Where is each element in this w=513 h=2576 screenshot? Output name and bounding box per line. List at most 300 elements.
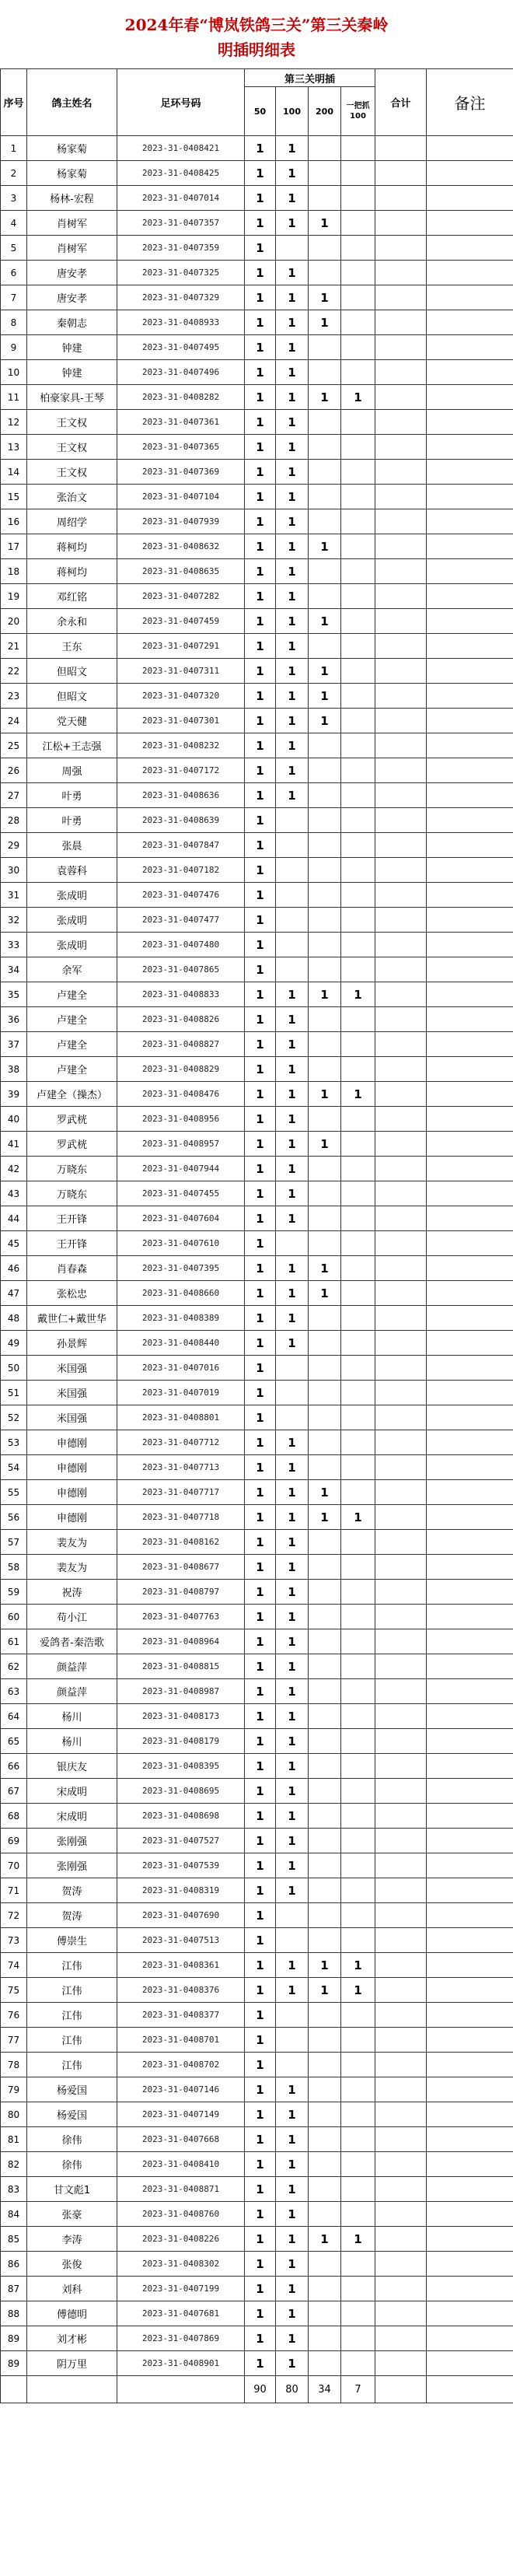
table-row <box>1 1132 513 1157</box>
row-total <box>375 957 427 982</box>
row-seq: 41 <box>1 1132 27 1157</box>
row-c200 <box>309 559 341 584</box>
row-grab100 <box>341 2127 375 2152</box>
row-seq: 37 <box>1 1032 27 1057</box>
row-c100: 1 <box>276 1530 309 1555</box>
totals-row <box>1 2376 513 2403</box>
row-c200 <box>309 1555 341 1580</box>
row-grab100 <box>341 1132 375 1157</box>
row-c200 <box>309 2053 341 2077</box>
row-grab100 <box>341 2028 375 2053</box>
row-ring: 2023-31-0407359 <box>117 236 245 261</box>
row-c50: 1 <box>245 1430 276 1455</box>
row-owner: 钟建 <box>27 335 117 360</box>
row-total <box>375 1007 427 1032</box>
row-owner: 蒋柯均 <box>27 559 117 584</box>
row-remark <box>427 1729 513 1754</box>
row-seq: 42 <box>1 1157 27 1181</box>
row-grab100 <box>341 1679 375 1704</box>
row-remark <box>427 2351 513 2376</box>
row-c100: 1 <box>276 609 309 634</box>
row-seq: 82 <box>1 2152 27 2177</box>
row-c100: 1 <box>276 1256 309 1281</box>
row-seq: 81 <box>1 2127 27 2152</box>
table-row <box>1 1256 513 1281</box>
row-total <box>375 1032 427 1057</box>
table-row <box>1 833 513 858</box>
row-owner: 苟小江 <box>27 1605 117 1629</box>
row-c100: 1 <box>276 1032 309 1057</box>
row-grab100 <box>341 1306 375 1331</box>
row-owner: 张成明 <box>27 883 117 908</box>
row-c200 <box>309 2177 341 2202</box>
row-seq: 7 <box>1 285 27 310</box>
row-remark <box>427 1878 513 1903</box>
row-seq: 11 <box>1 385 27 410</box>
row-ring: 2023-31-0407668 <box>117 2127 245 2152</box>
row-owner: 叶勇 <box>27 808 117 833</box>
row-total <box>375 1953 427 1978</box>
row-total <box>375 485 427 509</box>
row-owner: 卢建全（操杰） <box>27 1082 117 1107</box>
row-grab100: 1 <box>341 2227 375 2252</box>
row-ring: 2023-31-0408282 <box>117 385 245 410</box>
table-row <box>1 2053 513 2077</box>
table-row <box>1 2277 513 2301</box>
row-owner: 杨家菊 <box>27 136 117 161</box>
row-c200: 1 <box>309 1978 341 2003</box>
row-c50: 1 <box>245 783 276 808</box>
row-ring: 2023-31-0408698 <box>117 1804 245 1829</box>
table-row <box>1 1853 513 1878</box>
row-c100: 1 <box>276 1654 309 1679</box>
row-grab100 <box>341 211 375 236</box>
row-grab100 <box>341 833 375 858</box>
row-grab100 <box>341 957 375 982</box>
row-ring: 2023-31-0408425 <box>117 161 245 186</box>
row-owner: 孙景辉 <box>27 1331 117 1356</box>
row-remark <box>427 410 513 435</box>
totals-blank <box>117 2376 245 2403</box>
row-grab100 <box>341 1878 375 1903</box>
row-total <box>375 609 427 634</box>
row-remark <box>427 1281 513 1306</box>
row-owner: 袁蓉科 <box>27 858 117 883</box>
row-grab100 <box>341 360 375 385</box>
row-c100: 1 <box>276 559 309 584</box>
row-total <box>375 933 427 957</box>
row-c200: 1 <box>309 609 341 634</box>
row-grab100 <box>341 1107 375 1132</box>
row-c50: 1 <box>245 1206 276 1231</box>
row-grab100 <box>341 261 375 285</box>
row-c200 <box>309 509 341 534</box>
row-owner: 颜益萍 <box>27 1679 117 1704</box>
row-c100: 1 <box>276 2301 309 2326</box>
row-c100: 1 <box>276 733 309 758</box>
row-total <box>375 2252 427 2277</box>
header-c100: 100 <box>276 87 309 136</box>
row-c50: 1 <box>245 1480 276 1505</box>
row-total <box>375 808 427 833</box>
row-c200 <box>309 1007 341 1032</box>
row-ring: 2023-31-0408232 <box>117 733 245 758</box>
row-grab100: 1 <box>341 1953 375 1978</box>
row-c50: 1 <box>245 360 276 385</box>
row-c100 <box>276 2003 309 2028</box>
row-c50: 1 <box>245 1903 276 1928</box>
row-seq: 9 <box>1 335 27 360</box>
row-total <box>375 982 427 1007</box>
table-row <box>1 1430 513 1455</box>
row-owner: 申德刚 <box>27 1480 117 1505</box>
row-c200 <box>309 883 341 908</box>
table-row <box>1 957 513 982</box>
row-seq: 10 <box>1 360 27 385</box>
table-row <box>1 1206 513 1231</box>
row-total <box>375 534 427 559</box>
row-seq: 80 <box>1 2102 27 2127</box>
row-seq: 31 <box>1 883 27 908</box>
row-grab100 <box>341 1455 375 1480</box>
row-owner: 银庆友 <box>27 1754 117 1779</box>
row-total <box>375 310 427 335</box>
row-c100: 1 <box>276 758 309 783</box>
row-c200: 1 <box>309 982 341 1007</box>
row-c100 <box>276 1903 309 1928</box>
row-remark <box>427 2326 513 2351</box>
row-remark <box>427 1530 513 1555</box>
row-owner: 肖树军 <box>27 211 117 236</box>
row-c100 <box>276 933 309 957</box>
row-ring: 2023-31-0408632 <box>117 534 245 559</box>
table-row <box>1 1555 513 1580</box>
row-seq: 88 <box>1 2301 27 2326</box>
row-seq: 89 <box>1 2326 27 2351</box>
row-c50: 1 <box>245 460 276 485</box>
row-c50: 1 <box>245 1953 276 1978</box>
sheet-subtitle: 明插明细表 <box>218 40 295 59</box>
row-ring: 2023-31-0407847 <box>117 833 245 858</box>
row-c200 <box>309 2152 341 2177</box>
row-c200 <box>309 1704 341 1729</box>
row-c100: 1 <box>276 2277 309 2301</box>
row-total <box>375 261 427 285</box>
row-c50: 1 <box>245 1306 276 1331</box>
row-seq: 5 <box>1 236 27 261</box>
table-row <box>1 2152 513 2177</box>
row-c200 <box>309 1430 341 1455</box>
table-row <box>1 186 513 211</box>
row-ring: 2023-31-0408801 <box>117 1405 245 1430</box>
table-row <box>1 584 513 609</box>
row-seq: 89 <box>1 2351 27 2376</box>
row-c50: 1 <box>245 982 276 1007</box>
table-row <box>1 2202 513 2227</box>
row-c100: 1 <box>276 285 309 310</box>
row-c200 <box>309 783 341 808</box>
row-grab100: 1 <box>341 982 375 1007</box>
row-c200: 1 <box>309 684 341 709</box>
row-c100: 1 <box>276 634 309 659</box>
row-c200 <box>309 1629 341 1654</box>
row-c200 <box>309 460 341 485</box>
table-row <box>1 435 513 460</box>
row-seq: 61 <box>1 1629 27 1654</box>
table-row <box>1 1007 513 1032</box>
row-owner: 贺涛 <box>27 1903 117 1928</box>
row-c200 <box>309 2326 341 2351</box>
row-remark <box>427 1032 513 1057</box>
row-ring: 2023-31-0407712 <box>117 1430 245 1455</box>
row-c200 <box>309 1306 341 1331</box>
row-remark <box>427 1978 513 2003</box>
row-c200: 1 <box>309 211 341 236</box>
row-remark <box>427 2028 513 2053</box>
row-total <box>375 1978 427 2003</box>
row-c50: 1 <box>245 1057 276 1082</box>
row-c200 <box>309 2351 341 2376</box>
row-c200 <box>309 236 341 261</box>
table-row <box>1 2028 513 2053</box>
row-c50: 1 <box>245 2177 276 2202</box>
row-grab100 <box>341 2177 375 2202</box>
row-ring: 2023-31-0408389 <box>117 1306 245 1331</box>
row-remark <box>427 261 513 285</box>
row-c200 <box>309 1853 341 1878</box>
row-c200 <box>309 136 341 161</box>
row-ring: 2023-31-0407713 <box>117 1455 245 1480</box>
row-ring: 2023-31-0407395 <box>117 1256 245 1281</box>
row-c50: 1 <box>245 310 276 335</box>
row-c50: 1 <box>245 684 276 709</box>
row-seq: 50 <box>1 1356 27 1381</box>
row-owner: 申德刚 <box>27 1505 117 1530</box>
row-seq: 36 <box>1 1007 27 1032</box>
row-grab100 <box>341 1555 375 1580</box>
row-owner: 钟建 <box>27 360 117 385</box>
row-grab100 <box>341 659 375 684</box>
row-remark <box>427 1480 513 1505</box>
row-owner: 卢建全 <box>27 982 117 1007</box>
table-row <box>1 1107 513 1132</box>
row-owner: 罗武桄 <box>27 1132 117 1157</box>
row-ring: 2023-31-0408377 <box>117 2003 245 2028</box>
row-grab100 <box>341 709 375 733</box>
row-c50: 1 <box>245 1505 276 1530</box>
row-c100: 1 <box>276 1978 309 2003</box>
row-ring: 2023-31-0407944 <box>117 1157 245 1181</box>
row-c100: 1 <box>276 1779 309 1804</box>
row-remark <box>427 1804 513 1829</box>
row-grab100 <box>341 1903 375 1928</box>
row-c200: 1 <box>309 285 341 310</box>
row-remark <box>427 1057 513 1082</box>
row-c50: 1 <box>245 2227 276 2252</box>
table-row <box>1 360 513 385</box>
row-ring: 2023-31-0407869 <box>117 2326 245 2351</box>
row-remark <box>427 1231 513 1256</box>
row-c100: 1 <box>276 460 309 485</box>
row-remark <box>427 1505 513 1530</box>
row-c50: 1 <box>245 2127 276 2152</box>
row-c200 <box>309 2028 341 2053</box>
row-seq: 15 <box>1 485 27 509</box>
row-ring: 2023-31-0408956 <box>117 1107 245 1132</box>
row-c200 <box>309 435 341 460</box>
row-c100: 1 <box>276 2202 309 2227</box>
row-grab100 <box>341 609 375 634</box>
row-c50: 1 <box>245 1231 276 1256</box>
row-c100: 1 <box>276 211 309 236</box>
table-row <box>1 1704 513 1729</box>
row-seq: 71 <box>1 1878 27 1903</box>
table-row <box>1 933 513 957</box>
row-c50: 1 <box>245 1181 276 1206</box>
row-seq: 20 <box>1 609 27 634</box>
row-c100: 1 <box>276 709 309 733</box>
row-c50: 1 <box>245 1779 276 1804</box>
table-row <box>1 236 513 261</box>
row-remark <box>427 1679 513 1704</box>
table-row <box>1 858 513 883</box>
row-c100: 1 <box>276 1132 309 1157</box>
row-owner: 王开锋 <box>27 1231 117 1256</box>
row-seq: 30 <box>1 858 27 883</box>
row-c50: 1 <box>245 509 276 534</box>
row-c50: 1 <box>245 1679 276 1704</box>
row-c50: 1 <box>245 1157 276 1181</box>
row-owner: 卢建全 <box>27 1057 117 1082</box>
row-owner: 爱鸽者-秦浩歌 <box>27 1629 117 1654</box>
row-c100: 1 <box>276 1555 309 1580</box>
row-c50: 1 <box>245 1007 276 1032</box>
row-ring: 2023-31-0407610 <box>117 1231 245 1256</box>
row-seq: 72 <box>1 1903 27 1928</box>
row-seq: 8 <box>1 310 27 335</box>
row-seq: 24 <box>1 709 27 733</box>
table-row <box>1 908 513 933</box>
row-c100 <box>276 1381 309 1405</box>
table-row <box>1 261 513 285</box>
row-grab100 <box>341 1405 375 1430</box>
row-total <box>375 1256 427 1281</box>
header-seq: 序号 <box>1 69 27 136</box>
row-c200 <box>309 2077 341 2102</box>
row-owner: 秦朝志 <box>27 310 117 335</box>
row-seq: 1 <box>1 136 27 161</box>
row-c50: 1 <box>245 435 276 460</box>
row-c50: 1 <box>245 1256 276 1281</box>
row-c200: 1 <box>309 1132 341 1157</box>
row-ring: 2023-31-0408964 <box>117 1629 245 1654</box>
row-total <box>375 460 427 485</box>
row-c50: 1 <box>245 261 276 285</box>
row-c50: 1 <box>245 2152 276 2177</box>
row-c100: 1 <box>276 2227 309 2252</box>
row-total <box>375 1231 427 1256</box>
row-seq: 25 <box>1 733 27 758</box>
row-grab100 <box>341 1704 375 1729</box>
table-row <box>1 1157 513 1181</box>
row-ring: 2023-31-0408476 <box>117 1082 245 1107</box>
row-seq: 54 <box>1 1455 27 1480</box>
row-seq: 53 <box>1 1430 27 1455</box>
header-owner: 鸽主姓名 <box>27 69 117 136</box>
table-row <box>1 2177 513 2202</box>
row-c50: 1 <box>245 1331 276 1356</box>
row-c100: 1 <box>276 684 309 709</box>
row-c200 <box>309 161 341 186</box>
row-remark <box>427 161 513 186</box>
row-total <box>375 360 427 385</box>
row-remark <box>427 783 513 808</box>
row-ring: 2023-31-0407477 <box>117 908 245 933</box>
row-remark <box>427 1605 513 1629</box>
row-remark <box>427 1331 513 1356</box>
row-c50: 1 <box>245 1605 276 1629</box>
table-row <box>1 1231 513 1256</box>
row-grab100 <box>341 2102 375 2127</box>
row-seq: 65 <box>1 1729 27 1754</box>
row-c50: 1 <box>245 659 276 684</box>
row-grab100 <box>341 1157 375 1181</box>
row-remark <box>427 933 513 957</box>
row-c100 <box>276 1231 309 1256</box>
row-c100: 1 <box>276 1754 309 1779</box>
row-c100: 1 <box>276 1455 309 1480</box>
row-owner: 徐伟 <box>27 2127 117 2152</box>
row-c100: 1 <box>276 161 309 186</box>
row-total <box>375 1132 427 1157</box>
row-total <box>375 2152 427 2177</box>
row-grab100 <box>341 1256 375 1281</box>
row-total <box>375 684 427 709</box>
row-owner: 卢建全 <box>27 1032 117 1057</box>
row-seq: 85 <box>1 2227 27 2252</box>
row-remark <box>427 335 513 360</box>
row-owner: 江松+王志强 <box>27 733 117 758</box>
row-c200 <box>309 360 341 385</box>
row-owner: 刘才彬 <box>27 2326 117 2351</box>
row-grab100 <box>341 1654 375 1679</box>
table-row <box>1 1978 513 2003</box>
row-ring: 2023-31-0407365 <box>117 435 245 460</box>
row-owner: 周强 <box>27 758 117 783</box>
row-total <box>375 2202 427 2227</box>
row-remark <box>427 509 513 534</box>
row-owner: 颜益萍 <box>27 1654 117 1679</box>
row-c200: 1 <box>309 659 341 684</box>
row-ring: 2023-31-0408319 <box>117 1878 245 1903</box>
table-row <box>1 559 513 584</box>
table-row <box>1 2003 513 2028</box>
row-owner: 傅崇生 <box>27 1928 117 1953</box>
row-total <box>375 186 427 211</box>
row-remark <box>427 485 513 509</box>
table-row <box>1 1057 513 1082</box>
row-total <box>375 1903 427 1928</box>
row-c100: 1 <box>276 2152 309 2177</box>
row-remark <box>427 559 513 584</box>
row-remark <box>427 2202 513 2227</box>
row-remark <box>427 858 513 883</box>
row-remark <box>427 584 513 609</box>
row-remark <box>427 1704 513 1729</box>
row-grab100 <box>341 1480 375 1505</box>
totals-blank <box>375 2376 427 2403</box>
row-c200: 1 <box>309 2227 341 2252</box>
